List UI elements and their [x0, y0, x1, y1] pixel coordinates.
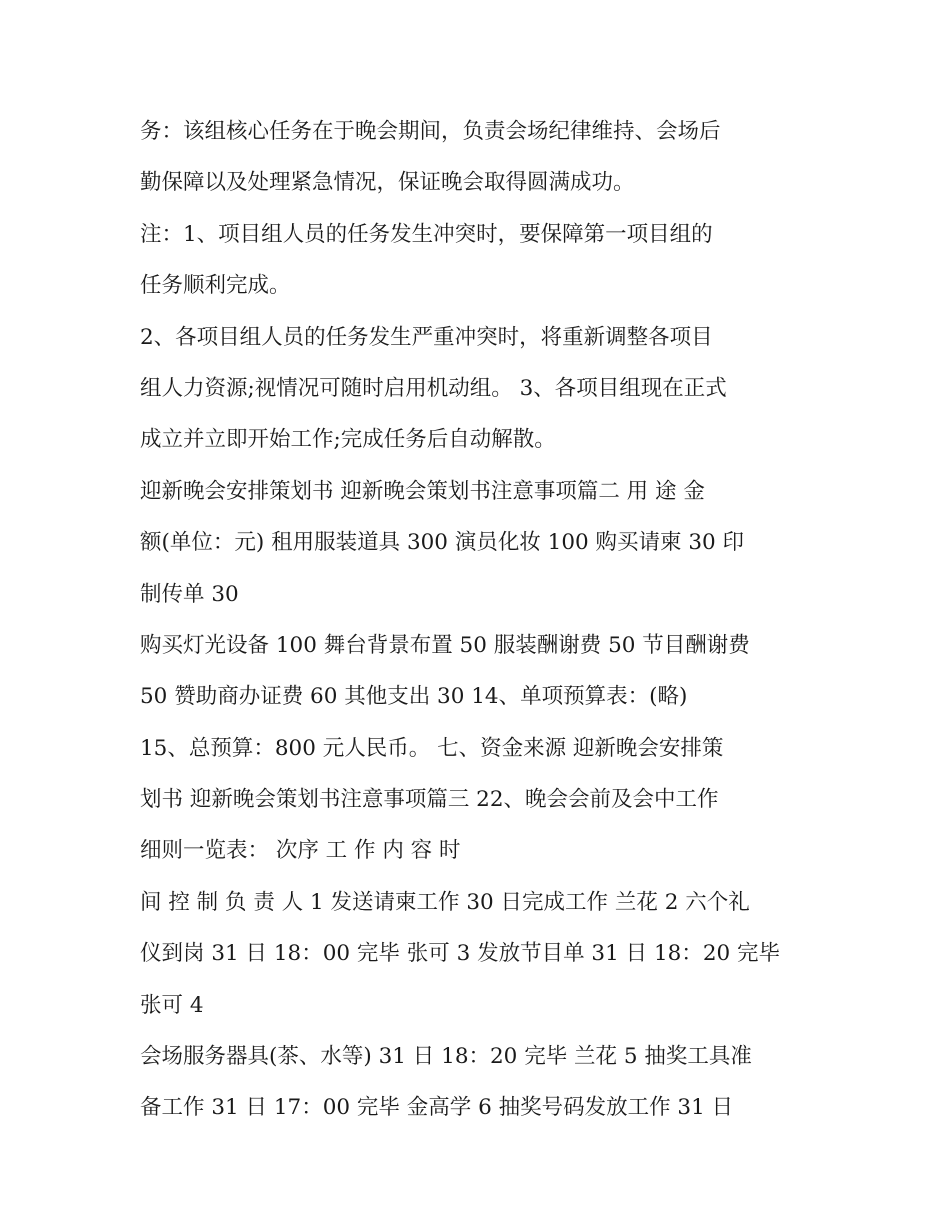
text-line: 购买灯光设备 100 舞台背景布置 50 服装酬谢费 50 节目酬谢费: [140, 632, 750, 658]
text-line: 注：1、项目组人员的任务发生冲突时，要保障第一项目组的: [140, 221, 713, 247]
text-line: 迎新晚会安排策划书 迎新晚会策划书注意事项篇二 用 途 金: [140, 478, 705, 504]
text-line: 仪到岗 31 日 18：00 完毕 张可 3 发放节目单 31 日 18：20 完毕: [140, 941, 781, 967]
text-line: 任务顺利完成。: [140, 273, 291, 299]
text-line: 细则一览表： 次序 工 作 内 容 时: [140, 838, 461, 864]
text-line: 额(单位：元) 租用服装道具 300 演员化妆 100 购买请柬 30 印: [140, 530, 745, 556]
text-line: 组人力资源;视情况可随时启用机动组。 3、各项目组现在正式: [140, 375, 727, 401]
text-line: 会场服务器具(茶、水等) 31 日 18：20 完毕 兰花 5 抽奖工具准: [140, 1044, 752, 1070]
text-line: 制传单 30: [140, 581, 239, 607]
text-line: 备工作 31 日 17：00 完毕 金高学 6 抽奖号码发放工作 31 日: [140, 1095, 734, 1121]
text-line: 务：该组核心任务在于晚会期间，负责会场纪律维持、会场后: [140, 119, 721, 144]
text-line: 间 控 制 负 责 人 1 发送请柬工作 30 日完成工作 兰花 2 六个礼: [140, 889, 750, 915]
text-line: 勤保障以及处理紧急情况，保证晚会取得圆满成功。: [140, 170, 635, 196]
text-line: 成立并立即开始工作;完成任务后自动解散。: [140, 427, 556, 453]
document-body: [140, 106, 820, 1134]
text-line: 2、各项目组人员的任务发生严重冲突时，将重新调整各项目: [140, 324, 713, 350]
text-line: 划书 迎新晚会策划书注意事项篇三 22、晚会会前及会中工作: [140, 787, 719, 813]
text-line: 15、总预算：800 元人民币。 七、资金来源 迎新晚会安排策: [140, 735, 724, 761]
text-line: 张可 4: [140, 992, 204, 1018]
text-line: 50 赞助商办证费 60 其他支出 30 14、单项预算表：(略): [140, 684, 688, 710]
